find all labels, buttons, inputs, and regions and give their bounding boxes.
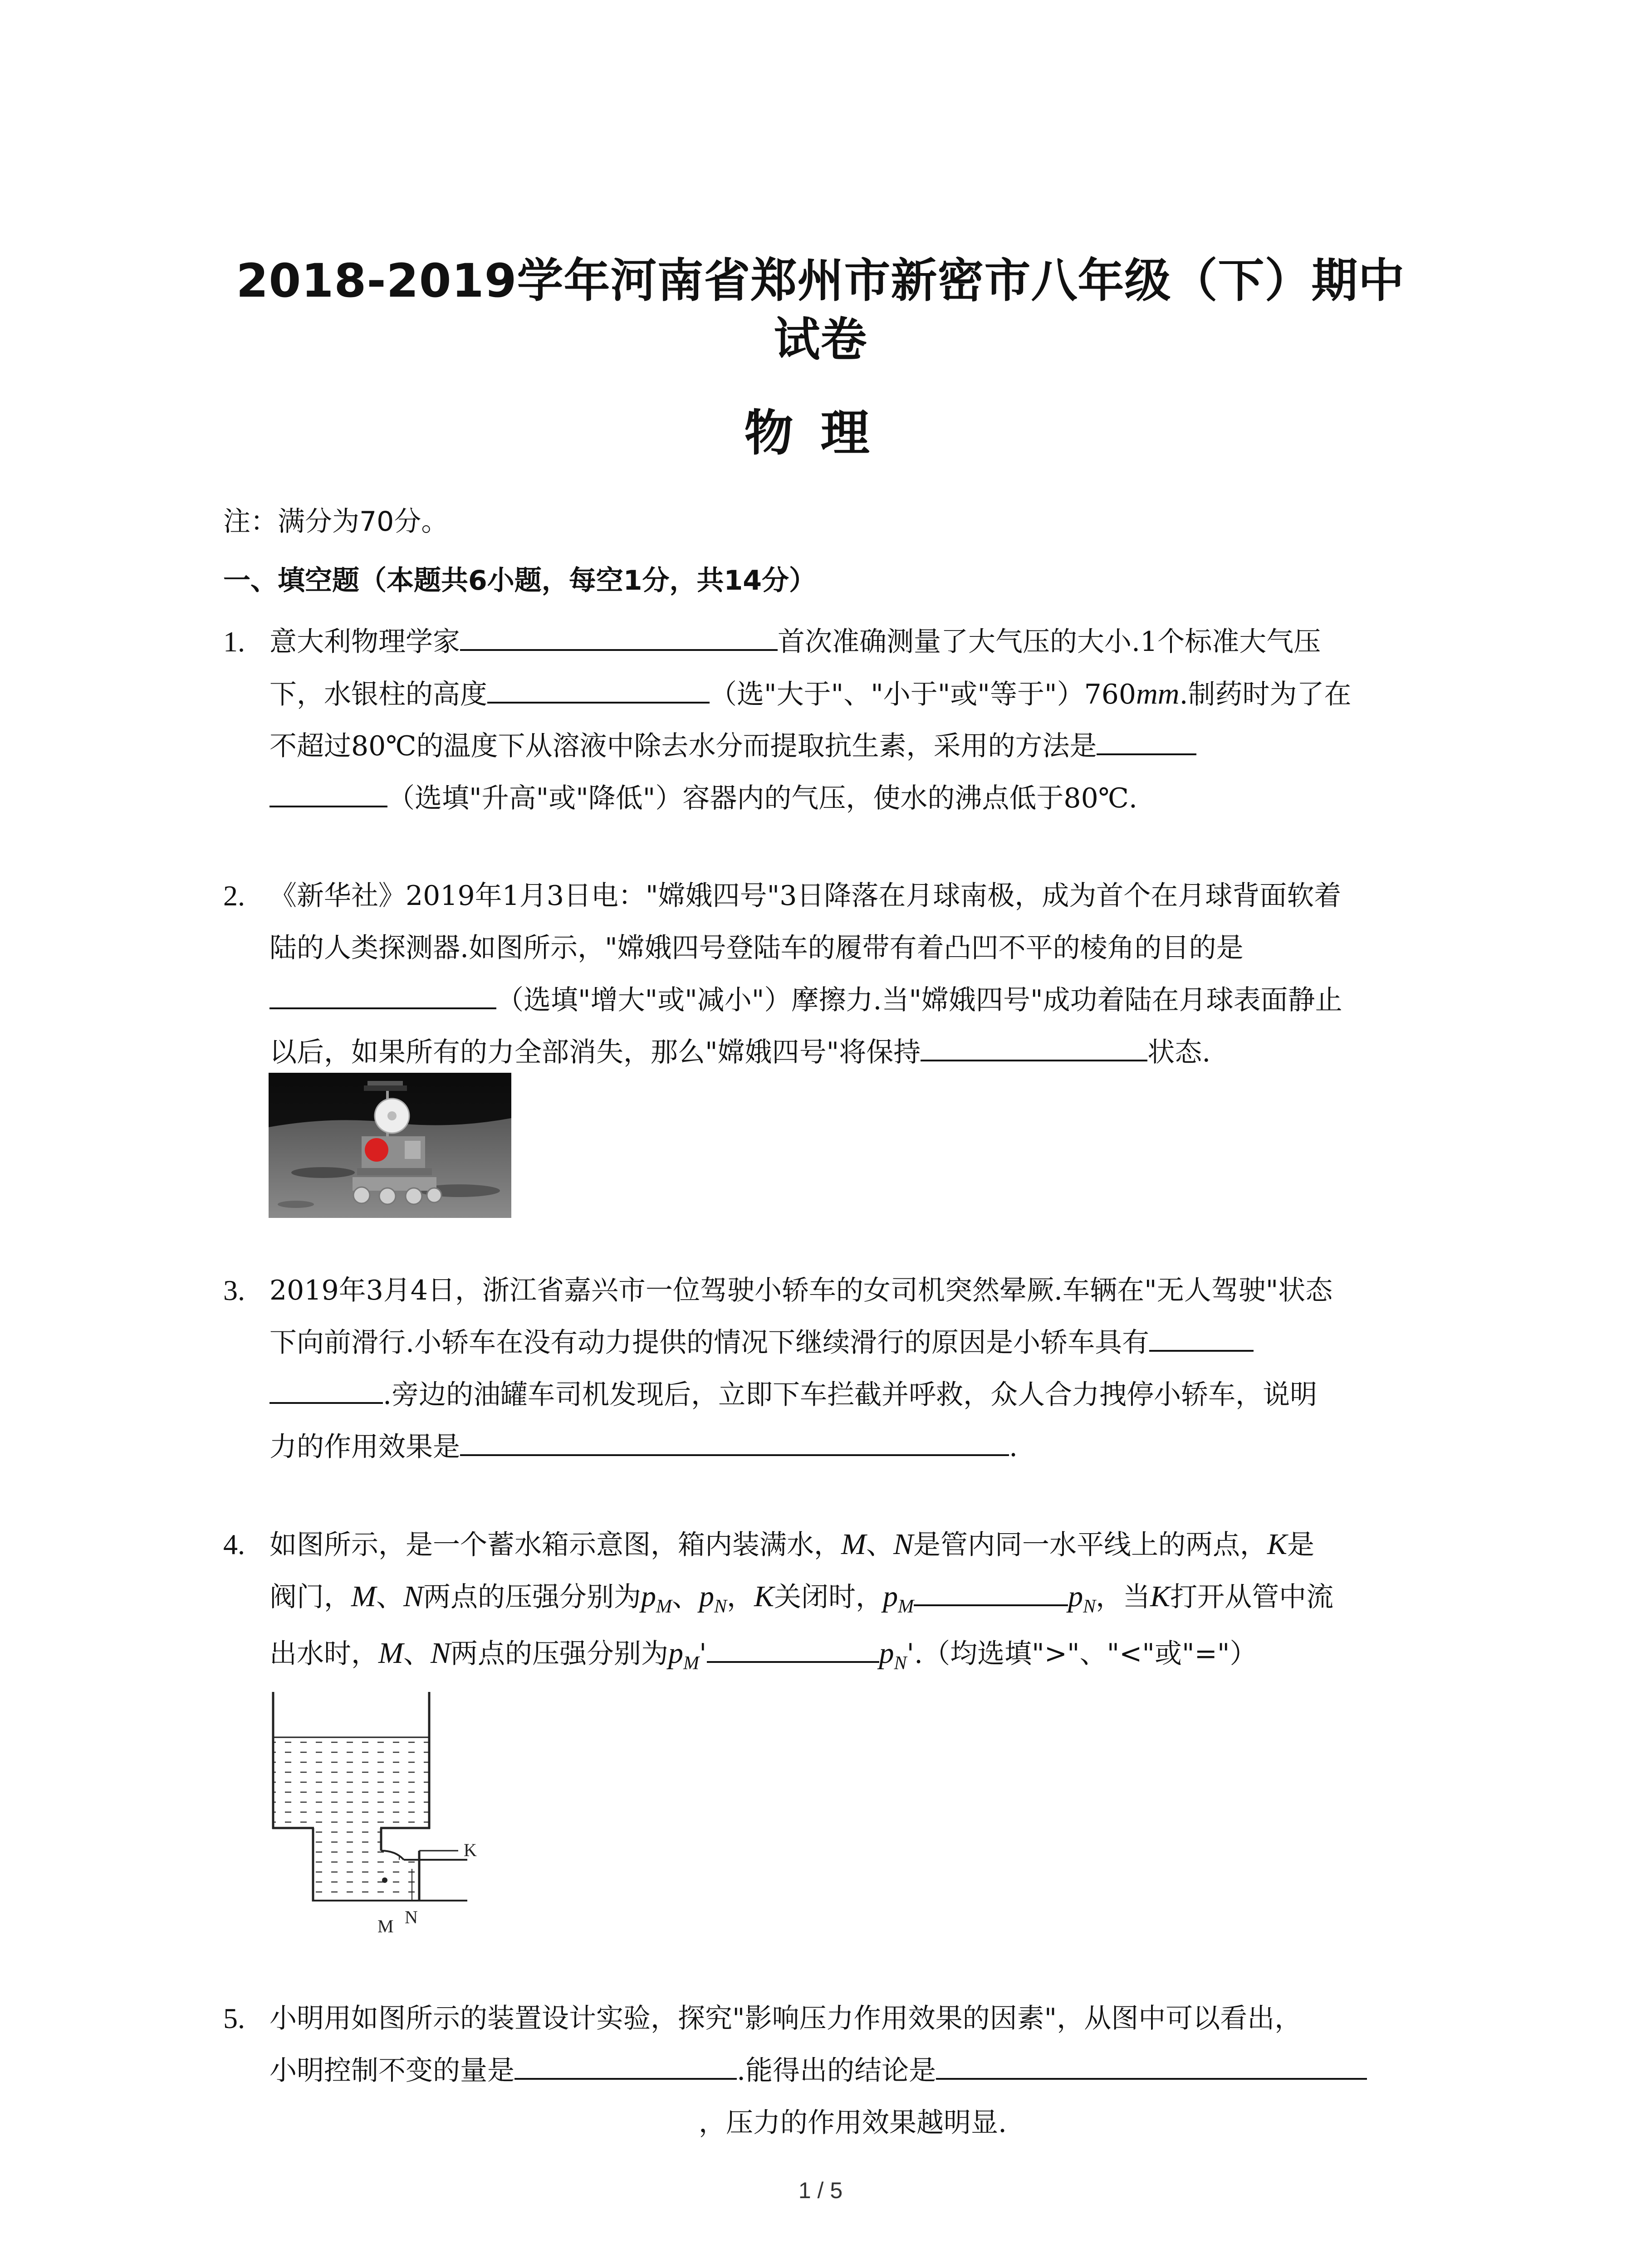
q1-blank-2[interactable] [487,675,710,704]
q1-number: 1. [223,626,245,658]
q5-text: 小明控制不变的量是 [269,2055,514,2087]
var-p: p [699,1580,715,1613]
q2-number: 2. [223,880,245,912]
subscript-n: N [714,1596,727,1617]
var-n: N [893,1528,914,1561]
label-k: K [464,1840,477,1860]
q4-blank-1[interactable] [914,1577,1068,1606]
var-m: M [841,1528,866,1561]
change-4-rover-photo [269,1073,511,1218]
subscript-n: N [1083,1596,1096,1617]
q1-line-3 [269,721,1196,771]
var-n: N [430,1637,451,1670]
var-n: N [403,1580,424,1613]
q4-text: 、 [672,1581,700,1613]
q4-line-3 [269,1628,1257,1688]
page-number: 1 / 5 [798,2178,843,2203]
q1-line-2 [269,669,1352,719]
q2-line-4 [269,1027,1210,1077]
q2-blank-1[interactable] [269,980,496,1009]
q4-text: 打开从管中流 [1170,1581,1334,1613]
var-p: p [883,1580,898,1613]
q3-text: 力的作用效果是 [269,1431,460,1463]
q5-blank-2a[interactable] [936,2051,1367,2080]
exam-title-line-2: 试卷 [774,313,867,367]
q3-line-3 [269,1370,1317,1420]
subscript-m: M [898,1596,914,1617]
q4-line-1 [269,1520,1314,1570]
q4-text: 、 [403,1638,431,1670]
var-p: p [1068,1580,1083,1613]
q4-text: 、 [376,1581,403,1613]
q3-text: 下向前滑行.小轿车在没有动力提供的情况下继续滑行的原因是小轿车具有 [269,1327,1150,1359]
q4-line-2 [269,1572,1333,1632]
q1-text: （选填"升高"或"降低"）容器内的气压，使水的沸点低于80℃. [387,782,1137,814]
q5-blank-1[interactable] [514,2051,737,2080]
q1-text: 下，水银柱的高度 [269,679,487,710]
q3-text: .旁边的油罐车司机发现后，立即下车拦截并呼救，众人合力拽停小轿车，说明 [383,1379,1318,1411]
q3-line-1: 2019年3月4日，浙江省嘉兴市一位驾驶小轿车的女司机突然晕厥.车辆在"无人驾驶"状态 [269,1275,1333,1306]
point-m-dot [382,1877,387,1883]
unit-mm: mm [1136,677,1180,710]
q1-text: .制药时为了在 [1179,679,1352,710]
var-p: p [641,1580,656,1613]
q5-line-3: ，压力的作用效果越明显. [699,2107,1007,2139]
q1-text: 不超过80℃的温度下从溶液中除去水分而提取抗生素，采用的方法是 [269,730,1097,762]
var-m: M [351,1580,376,1613]
q4-text: 关闭时， [774,1581,883,1613]
q4-text: 、 [866,1529,893,1561]
var-p: p [668,1637,684,1670]
q4-number: 4. [223,1528,245,1560]
q2-line-2: 陆的人类探测器.如图所示，"嫦娥四号登陆车的履带有着凸凹不平的棱角的目的是 [269,932,1244,964]
q3-blank-1b[interactable] [269,1375,383,1404]
label-n: N [405,1907,418,1927]
q4-text: 是 [1287,1529,1315,1561]
var-k: K [754,1580,774,1613]
subscript-m: M [656,1596,672,1617]
var-m: M [378,1637,403,1670]
label-m: M [377,1916,394,1936]
q5-line-2 [269,2046,1367,2096]
q1-blank-3b[interactable] [269,778,387,807]
q4-text: 两点的压强分别为 [423,1581,642,1613]
q3-blank-1a[interactable] [1149,1323,1254,1352]
q3-line-4 [269,1422,1018,1472]
q2-blank-2[interactable] [921,1032,1147,1061]
q1-line-4 [269,773,1137,823]
prime-mark: ' [699,1638,707,1670]
q4-text: ， [727,1581,754,1613]
var-p: p [879,1637,894,1670]
q2-text: 状态. [1147,1036,1211,1068]
exam-title-line-1: 2018-2019学年河南省郑州市新密市八年级（下）期中 [236,254,1405,308]
subscript-m: M [683,1653,700,1674]
q4-text: 出水时， [269,1638,378,1670]
var-k: K [1267,1528,1288,1561]
q3-blank-2[interactable] [460,1427,1009,1456]
score-note: 注：满分为70分。 [223,506,449,538]
section-1-heading: 一、填空题（本题共6小题，每空1分，共14分） [223,565,816,596]
q1-text: （选"大于"、"小于"或"等于"）760 [710,679,1136,710]
q1-text: 意大利物理学家 [269,626,460,658]
q4-text: ，当 [1096,1581,1151,1613]
q4-text: 如图所示，是一个蓄水箱示意图，箱内装满水， [269,1529,841,1561]
q2-text: （选填"增大"或"减小"）摩擦力.当"嫦娥四号"成功着陆在月球表面静止 [496,984,1342,1016]
q1-blank-3a[interactable] [1097,726,1196,755]
var-k: K [1150,1580,1171,1613]
q5-text: .能得出的结论是 [737,2055,936,2087]
q3-line-2 [269,1318,1254,1368]
q1-text: 首次准确测量了大气压的大小.1个标准大气压 [778,626,1321,658]
q1-line-1 [269,617,1321,667]
q3-number: 3. [223,1274,245,1306]
q4-text: '.（均选填">"、"<"或"="） [906,1638,1257,1670]
q5-number: 5. [223,2002,245,2034]
subject-title: 物理 [744,405,897,462]
q4-text: 阀门， [269,1581,351,1613]
subscript-n: N [894,1653,907,1674]
q3-text: . [1009,1431,1018,1463]
q4-text: 两点的压强分别为 [451,1638,669,1670]
q1-blank-1[interactable] [460,622,778,651]
q2-line-1: 《新华社》2019年1月3日电："嫦娥四号"3日降落在月球南极，成为首个在月球背面软着 [269,880,1342,912]
water-tank-diagram [268,1687,504,1937]
q4-text: 是管内同一水平线上的两点， [913,1529,1268,1561]
q2-line-3 [269,975,1342,1025]
q5-line-1: 小明用如图所示的装置设计实验，探究"影响压力作用效果的因素"，从图中可以看出， [269,2003,1302,2034]
q2-text: 以后，如果所有的力全部消失，那么"嫦娥四号"将保持 [269,1036,921,1068]
q4-blank-2[interactable] [707,1634,879,1663]
